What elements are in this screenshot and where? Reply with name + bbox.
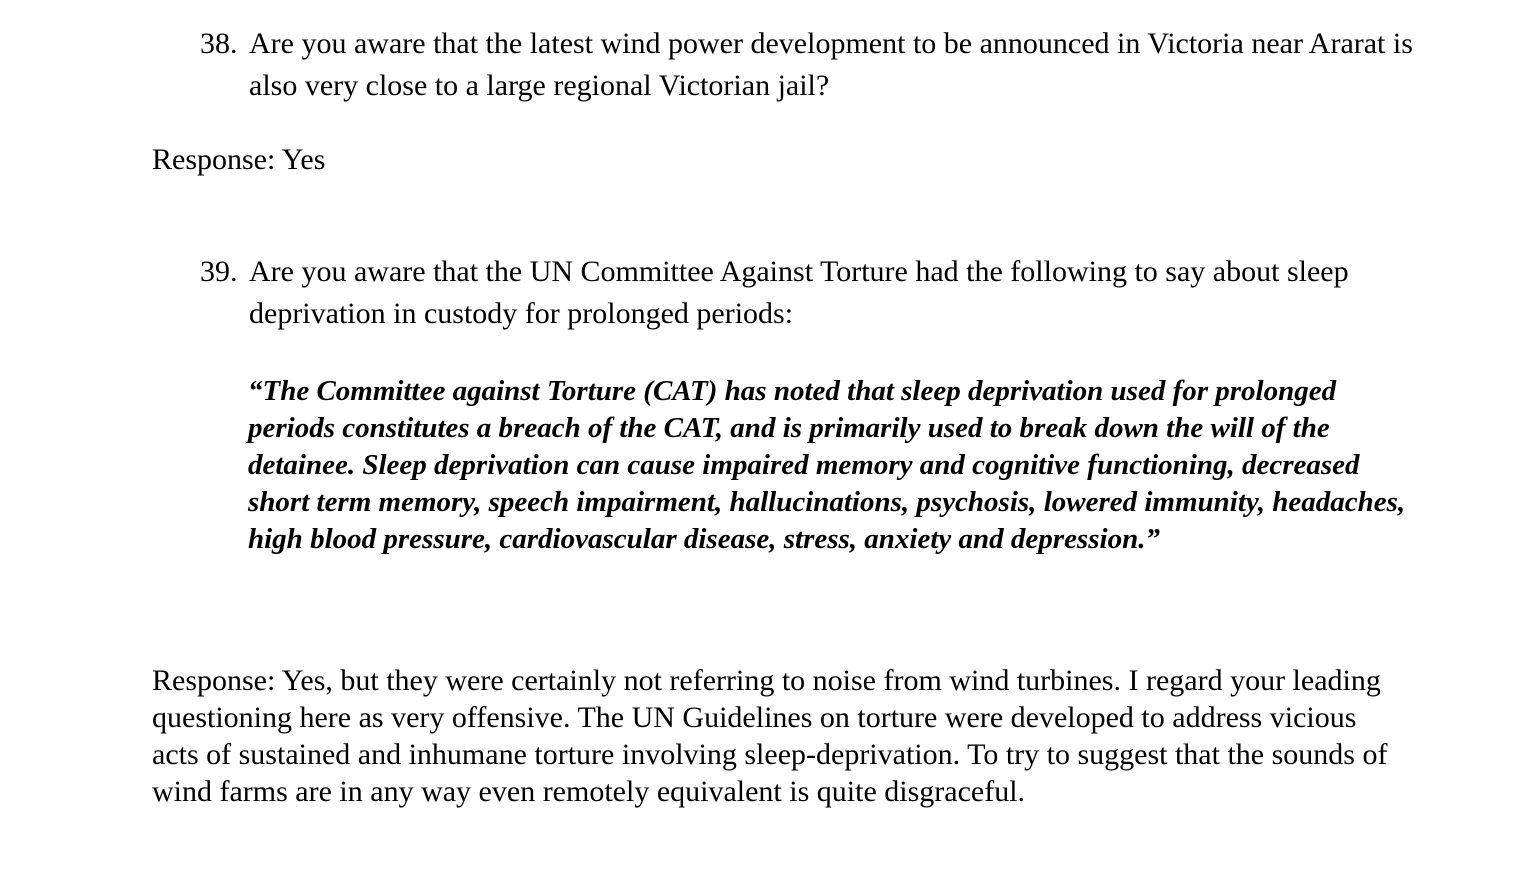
question-39-text: Are you aware that the UN Committee Against Torture had the following to say about sleep deprivation in custody for prolonged periods:	[249, 255, 1349, 330]
question-38-text: Are you aware that the latest wind power development to be announced in Victoria near Ararat is also very close to a large regional Victorian jail?	[249, 27, 1413, 102]
question-38-number: 38.	[200, 27, 238, 60]
response-39: Response: Yes, but they were certainly not referring to noise from wind turbines. I regard your leading questioning here as very offensive. The UN Guidelines on torture were developed to address vicious acts of sustained and inhumane torture involving sleep-deprivation. To try to suggest that the sounds of wind farms are in any way even remotely equivalent is quite disgraceful.	[152, 664, 1388, 808]
question-38	[200, 23, 1430, 107]
cat-quote: “The Committee against Torture (CAT) has noted that sleep deprivation used for prolonged periods constitutes a breach of the CAT, and is primarily used to break down the will of the detainee. Sleep deprivation can cause impaired memory and cognitive functioning, decreased short term memory, speech impairment, hallucinations, psychosis, lowered immunity, headaches, high blood pressure, cardiovascular disease, stress, anxiety and depression.”	[248, 375, 1406, 555]
question-39-number: 39.	[200, 255, 238, 288]
question-39	[200, 251, 1430, 335]
response-38: Response: Yes	[152, 143, 326, 176]
